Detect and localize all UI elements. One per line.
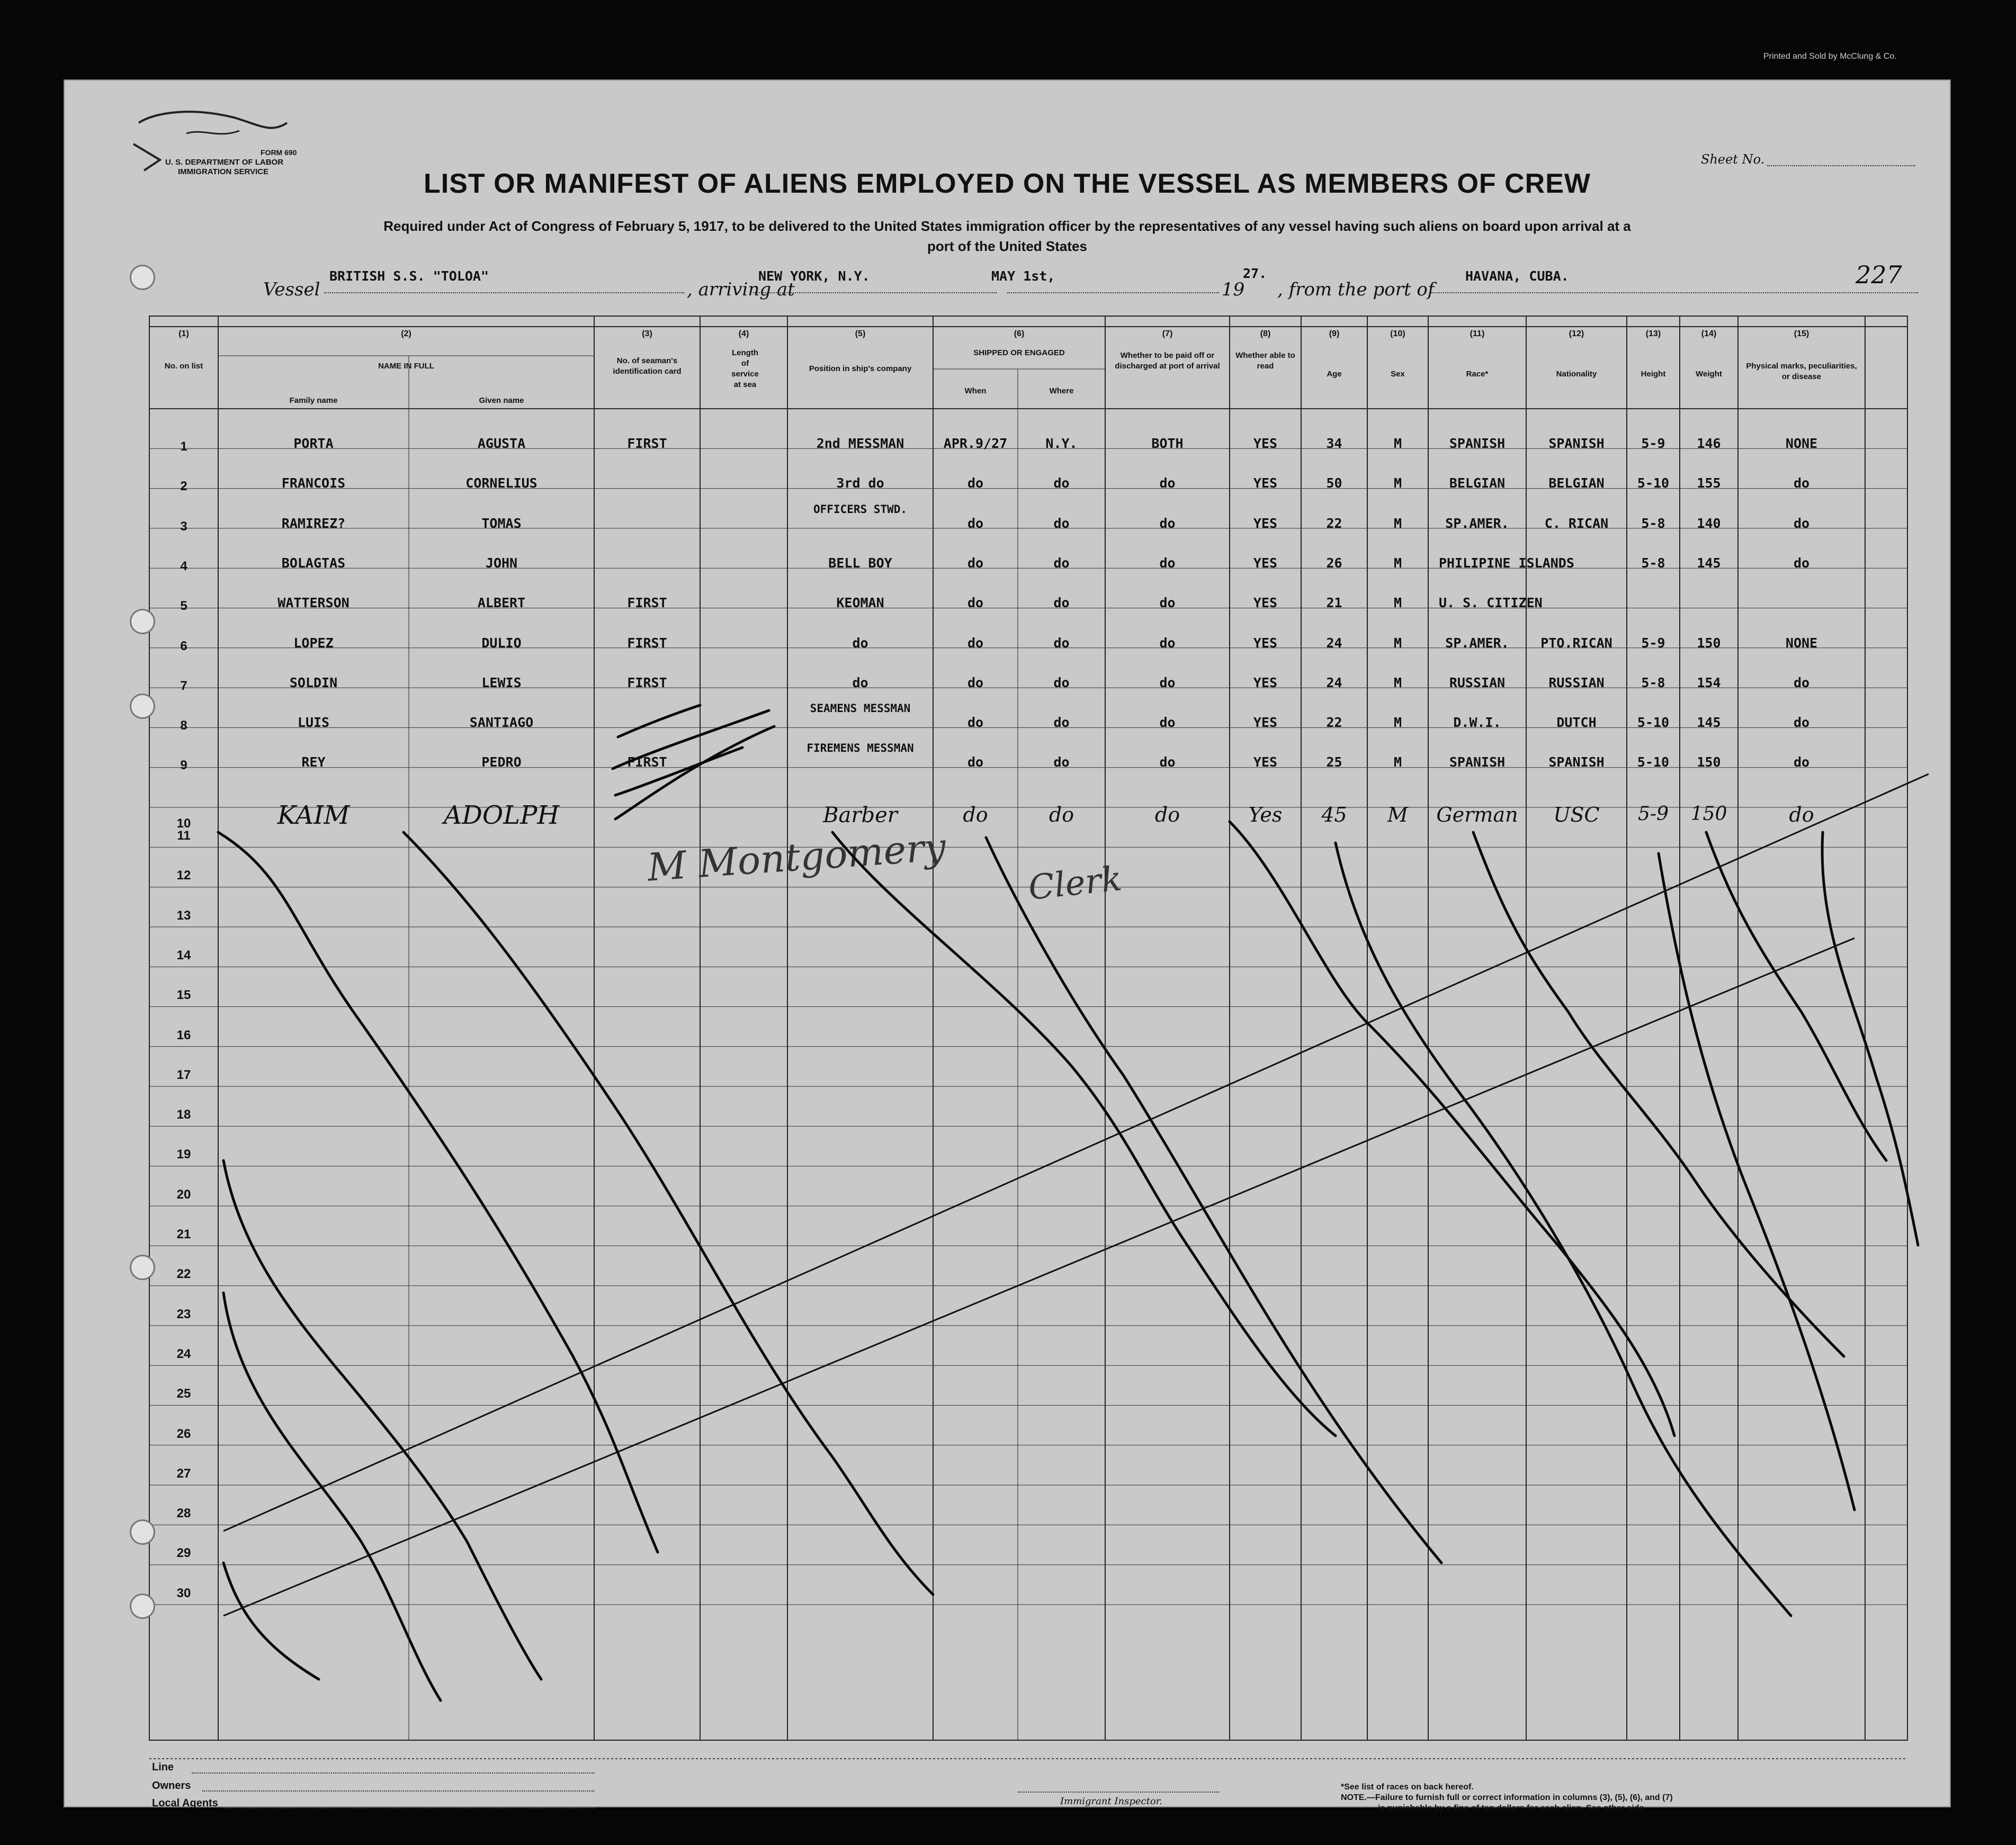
penalty-note-2: is punishable by a fine of ten dollars for each alien. See other side. xyxy=(1378,1804,1646,1813)
col-9-header: Age xyxy=(1327,370,1342,379)
age: 22 xyxy=(1326,715,1342,731)
nationality: RUSSIAN xyxy=(1548,674,1605,690)
paid: do xyxy=(1159,595,1176,611)
clerk-signature: M Montgomery xyxy=(646,824,947,890)
card: FIRST xyxy=(627,635,667,651)
age: 34 xyxy=(1326,436,1342,451)
where: do xyxy=(1053,515,1070,531)
service: IMMIGRATION SERVICE xyxy=(178,167,269,176)
height: 5-9 xyxy=(1641,436,1665,451)
col-1-number: (1) xyxy=(178,329,189,338)
sex: M xyxy=(1393,515,1402,531)
race: SP.AMER. xyxy=(1445,515,1509,531)
read: YES xyxy=(1253,555,1278,571)
marks: do xyxy=(1793,475,1810,491)
row-number: 2 xyxy=(180,479,187,494)
age: 25 xyxy=(1326,754,1342,770)
binder-hole xyxy=(130,265,155,290)
row-number: 10 xyxy=(176,816,191,831)
where: do xyxy=(1053,674,1070,690)
where: N.Y. xyxy=(1045,436,1078,451)
when: do xyxy=(967,475,984,491)
race: German xyxy=(1436,803,1518,826)
sex: M xyxy=(1393,595,1402,611)
age: 21 xyxy=(1326,595,1342,611)
row-number: 19 xyxy=(176,1147,191,1162)
height: 5-10 xyxy=(1637,754,1670,770)
weight: 155 xyxy=(1697,475,1721,491)
read: YES xyxy=(1253,595,1278,611)
shipped-when: do xyxy=(963,803,988,826)
weight: 140 xyxy=(1697,515,1721,531)
vessel-name: BRITISH S.S. "TOLOA" xyxy=(329,268,489,284)
paid: do xyxy=(1159,715,1176,731)
col-11-header: Race* xyxy=(1466,370,1489,379)
when: do xyxy=(967,674,984,690)
family: PORTA xyxy=(293,436,334,451)
binder-hole xyxy=(130,1255,155,1280)
age: 50 xyxy=(1326,475,1342,491)
family: FRANCOIS xyxy=(281,475,346,491)
binder-hole xyxy=(130,609,155,634)
row-number: 26 xyxy=(176,1426,191,1441)
where: do xyxy=(1053,754,1070,770)
col-10-header: Sex xyxy=(1391,370,1405,379)
col-6b-header: Where xyxy=(1049,386,1074,395)
col-15-header: Physical marks, peculiarities, or disease xyxy=(1746,362,1857,381)
row-number: 17 xyxy=(176,1067,191,1082)
col-5-number: (5) xyxy=(855,329,866,338)
col-2-header: NAME IN FULL xyxy=(378,362,434,371)
sex: M xyxy=(1393,754,1402,770)
col-14-header: Weight xyxy=(1696,370,1722,379)
arrival-date: MAY 1st, xyxy=(991,268,1055,284)
position: KEOMAN xyxy=(836,595,884,611)
col-2-number: (2) xyxy=(401,329,411,338)
sex: M xyxy=(1393,555,1402,571)
when: do xyxy=(967,555,984,571)
paid: do xyxy=(1159,475,1176,491)
inspector-rule xyxy=(1018,1792,1219,1793)
arriving-label: , arriving at xyxy=(687,279,795,300)
form-title: LIST OR MANIFEST OF ALIENS EMPLOYED ON THE VESSEL AS MEMBERS OF CREW xyxy=(424,168,1591,199)
family: RAMIREZ? xyxy=(281,515,346,531)
nationality: DUTCH xyxy=(1556,715,1597,731)
given: ALBERT xyxy=(477,595,526,611)
nationality: USC xyxy=(1553,803,1600,826)
col-7-number: (7) xyxy=(1162,329,1173,338)
where: do xyxy=(1053,475,1070,491)
row-number: 12 xyxy=(176,868,191,883)
family: SOLDIN xyxy=(289,674,338,690)
footer-line-label: Line xyxy=(152,1761,174,1773)
col-3-number: (3) xyxy=(642,329,652,338)
when: do xyxy=(967,715,984,731)
sheet-no-label: Sheet No. xyxy=(1701,152,1765,167)
paid: do xyxy=(1159,674,1176,690)
col-15-number: (15) xyxy=(1794,329,1809,338)
card: FIRST xyxy=(627,595,667,611)
marks: do xyxy=(1793,555,1810,571)
race: BELGIAN xyxy=(1449,475,1506,491)
inspector-label: Immigrant Inspector. xyxy=(1060,1796,1163,1807)
nationality: BELGIAN xyxy=(1548,475,1605,491)
weight: 145 xyxy=(1697,555,1721,571)
sex: M xyxy=(1387,803,1408,826)
paid: do xyxy=(1159,635,1176,651)
nationality: SPANISH xyxy=(1548,436,1605,451)
race: RUSSIAN xyxy=(1449,674,1506,690)
col-6-number: (6) xyxy=(1014,329,1025,338)
position: SEAMENS MESSMAN xyxy=(810,702,911,715)
family: LOPEZ xyxy=(293,635,334,651)
row-number: 15 xyxy=(176,988,191,1003)
col-1-header: No. on list xyxy=(164,362,203,371)
sex: M xyxy=(1393,475,1402,491)
year-prefix: 19 xyxy=(1222,279,1245,300)
given-name: ADOLPH xyxy=(443,800,560,830)
height: 5-10 xyxy=(1637,475,1670,491)
printer-note: Printed and Sold by McClung & Co. xyxy=(1763,52,1897,61)
penalty-note-1: NOTE.—Failure to furnish full or correct information in columns (3), (5), (6), and (7) xyxy=(1341,1793,1673,1802)
family: WATTERSON xyxy=(277,595,350,611)
height: 5-9 xyxy=(1638,803,1669,825)
col-3-header: No. of seaman's identification card xyxy=(613,356,682,376)
race: SP.AMER. xyxy=(1445,635,1509,651)
family: REY xyxy=(301,754,326,770)
marks: do xyxy=(1793,715,1810,731)
when: do xyxy=(967,754,984,770)
when: do xyxy=(967,515,984,531)
row-number: 24 xyxy=(176,1346,191,1361)
given: AGUSTA xyxy=(477,436,526,451)
age: 24 xyxy=(1326,635,1342,651)
shipped-where: do xyxy=(1049,803,1074,826)
cancellation-strokes xyxy=(65,80,1950,1806)
form-number: FORM 690 xyxy=(261,148,297,157)
col-2a-header: Family name xyxy=(289,396,338,405)
sex: M xyxy=(1393,635,1402,651)
given: TOMAS xyxy=(481,515,522,531)
given: SANTIAGO xyxy=(469,715,534,731)
row-number: 8 xyxy=(180,718,187,733)
row-number: 6 xyxy=(180,638,187,653)
read: YES xyxy=(1253,635,1278,651)
weight: 150 xyxy=(1697,635,1721,651)
race: SPANISH xyxy=(1449,436,1506,451)
sex: M xyxy=(1393,436,1402,451)
marks: NONE xyxy=(1785,635,1818,651)
col-4-number: (4) xyxy=(738,329,749,338)
footer-agents-label: Local Agents xyxy=(152,1797,218,1809)
page-number: 227 xyxy=(1856,260,1902,289)
read: YES xyxy=(1253,515,1278,531)
race-note: *See list of races on back hereof. xyxy=(1341,1783,1474,1792)
row-number: 3 xyxy=(180,519,187,534)
position: BELL BOY xyxy=(828,555,892,571)
race: U. S. CITIZEN xyxy=(1439,595,1543,611)
col-4-header: Length of service at sea xyxy=(731,348,759,389)
department: U. S. DEPARTMENT OF LABOR xyxy=(165,158,284,167)
read: YES xyxy=(1253,754,1278,770)
row-number: 30 xyxy=(176,1586,191,1600)
row-number: 4 xyxy=(180,559,187,573)
given: CORNELIUS xyxy=(465,475,537,491)
age: 22 xyxy=(1326,515,1342,531)
weight: 154 xyxy=(1697,674,1721,690)
col-2b-header: Given name xyxy=(479,396,524,405)
height: 5-9 xyxy=(1641,635,1665,651)
height: 5-10 xyxy=(1637,715,1670,731)
paid: do xyxy=(1159,515,1176,531)
nationality: PTO.RICAN xyxy=(1540,635,1612,651)
sex: M xyxy=(1393,674,1402,690)
binder-hole xyxy=(130,1594,155,1619)
col-9-number: (9) xyxy=(1329,329,1340,338)
where: do xyxy=(1053,715,1070,731)
marks: do xyxy=(1793,515,1810,531)
row-number: 9 xyxy=(180,758,187,773)
race: D.W.I. xyxy=(1453,715,1501,731)
vessel-label: Vessel xyxy=(263,279,320,300)
year: 27. xyxy=(1243,266,1267,281)
position: Barber xyxy=(823,803,898,827)
weight: 150 xyxy=(1697,754,1721,770)
row-number: 5 xyxy=(180,599,187,614)
binder-hole xyxy=(130,1519,155,1545)
position: FIREMENS MESSMAN xyxy=(807,742,914,755)
col-6a-header: When xyxy=(964,386,987,395)
footer-line-rule xyxy=(192,1772,594,1774)
given: PEDRO xyxy=(481,754,522,770)
where: do xyxy=(1053,555,1070,571)
binder-hole xyxy=(130,694,155,719)
row-number: 28 xyxy=(176,1506,191,1521)
row-number: 16 xyxy=(176,1028,191,1042)
race: SPANISH xyxy=(1449,754,1506,770)
row-number: 7 xyxy=(180,678,187,693)
height: 5-8 xyxy=(1641,555,1665,571)
marks: do xyxy=(1793,674,1810,690)
marks: do xyxy=(1793,754,1810,770)
row-number: 11 xyxy=(177,829,191,843)
form-subtitle-2: port of the United States xyxy=(927,238,1087,254)
arriving-port: NEW YORK, N.Y. xyxy=(758,268,870,284)
col-10-number: (10) xyxy=(1390,329,1405,338)
from-port-label: , from the port of xyxy=(1277,279,1435,300)
col-12-header: Nationality xyxy=(1556,370,1597,379)
row-number: 29 xyxy=(176,1546,191,1561)
from-port: HAVANA, CUBA. xyxy=(1465,268,1569,284)
given: DULIO xyxy=(481,635,522,651)
row-number: 25 xyxy=(176,1387,191,1401)
col-8-number: (8) xyxy=(1260,329,1271,338)
when: do xyxy=(967,595,984,611)
age: 24 xyxy=(1326,674,1342,690)
clerk-title: Clerk xyxy=(1026,859,1124,908)
position: do xyxy=(852,674,868,690)
paid: BOTH xyxy=(1151,436,1184,451)
when: do xyxy=(967,635,984,651)
race: PHILIPINE ISLANDS xyxy=(1439,555,1574,571)
weight: 150 xyxy=(1690,803,1727,825)
row-number: 22 xyxy=(176,1267,191,1282)
weight: 145 xyxy=(1697,715,1721,731)
read: YES xyxy=(1253,475,1278,491)
read: YES xyxy=(1253,715,1278,731)
nationality: C. RICAN xyxy=(1544,515,1609,531)
paid: do xyxy=(1159,754,1176,770)
row-number: 1 xyxy=(180,439,187,454)
col-11-number: (11) xyxy=(1470,329,1485,338)
col-6-header: SHIPPED OR ENGAGED xyxy=(973,348,1065,357)
row-number: 20 xyxy=(176,1187,191,1202)
family: LUIS xyxy=(297,715,330,731)
marks: NONE xyxy=(1785,436,1818,451)
age: 45 xyxy=(1321,803,1347,826)
form-subtitle-1: Required under Act of Congress of February 5, 1917, to be delivered to the United States immigration officer by the representatives of any vessel having such aliens on board upon arrival at a xyxy=(383,218,1631,234)
card: FIRST xyxy=(627,754,667,770)
where: do xyxy=(1053,635,1070,651)
col-8-header: Whether able to read xyxy=(1235,351,1295,371)
col-12-number: (12) xyxy=(1569,329,1584,338)
able-to-read: Yes xyxy=(1248,803,1283,826)
height: 5-8 xyxy=(1641,674,1665,690)
paid-off: do xyxy=(1154,803,1180,826)
when: APR.9/27 xyxy=(943,436,1008,451)
manifest-sheet xyxy=(64,79,1951,1813)
nationality: SPANISH xyxy=(1548,754,1605,770)
col-13-number: (13) xyxy=(1645,329,1661,338)
given: JOHN xyxy=(485,555,518,571)
card: FIRST xyxy=(627,674,667,690)
read: YES xyxy=(1253,436,1278,451)
sex: M xyxy=(1393,715,1402,731)
weight: 146 xyxy=(1697,436,1721,451)
card: FIRST xyxy=(627,436,667,451)
position: 3rd do xyxy=(836,475,884,491)
age: 26 xyxy=(1326,555,1342,571)
position: 2nd MESSMAN xyxy=(816,436,904,451)
family-name: KAIM xyxy=(277,800,350,830)
footer-owners-rule xyxy=(202,1790,594,1792)
row-number: 18 xyxy=(176,1108,191,1122)
col-13-header: Height xyxy=(1641,370,1666,379)
col-7-header: Whether to be paid off or discharged at port of arrival xyxy=(1115,351,1220,371)
where: do xyxy=(1053,595,1070,611)
row-number: 27 xyxy=(176,1466,191,1481)
physical-marks: do xyxy=(1789,803,1814,826)
col-5-header: Position in ship's company xyxy=(809,364,912,373)
footer-owners-label: Owners xyxy=(152,1780,191,1792)
col-14-number: (14) xyxy=(1701,329,1717,338)
row-number: 13 xyxy=(176,908,191,923)
paid: do xyxy=(1159,555,1176,571)
height: 5-8 xyxy=(1641,515,1665,531)
position: OFFICERS STWD. xyxy=(813,502,907,516)
family: BOLAGTAS xyxy=(281,555,346,571)
footer-agents-rule xyxy=(223,1807,594,1808)
given: LEWIS xyxy=(481,674,522,690)
row-number: 21 xyxy=(176,1227,191,1241)
row-number: 23 xyxy=(176,1307,191,1321)
read: YES xyxy=(1253,674,1278,690)
position: do xyxy=(852,635,868,651)
row-number: 14 xyxy=(176,948,191,962)
